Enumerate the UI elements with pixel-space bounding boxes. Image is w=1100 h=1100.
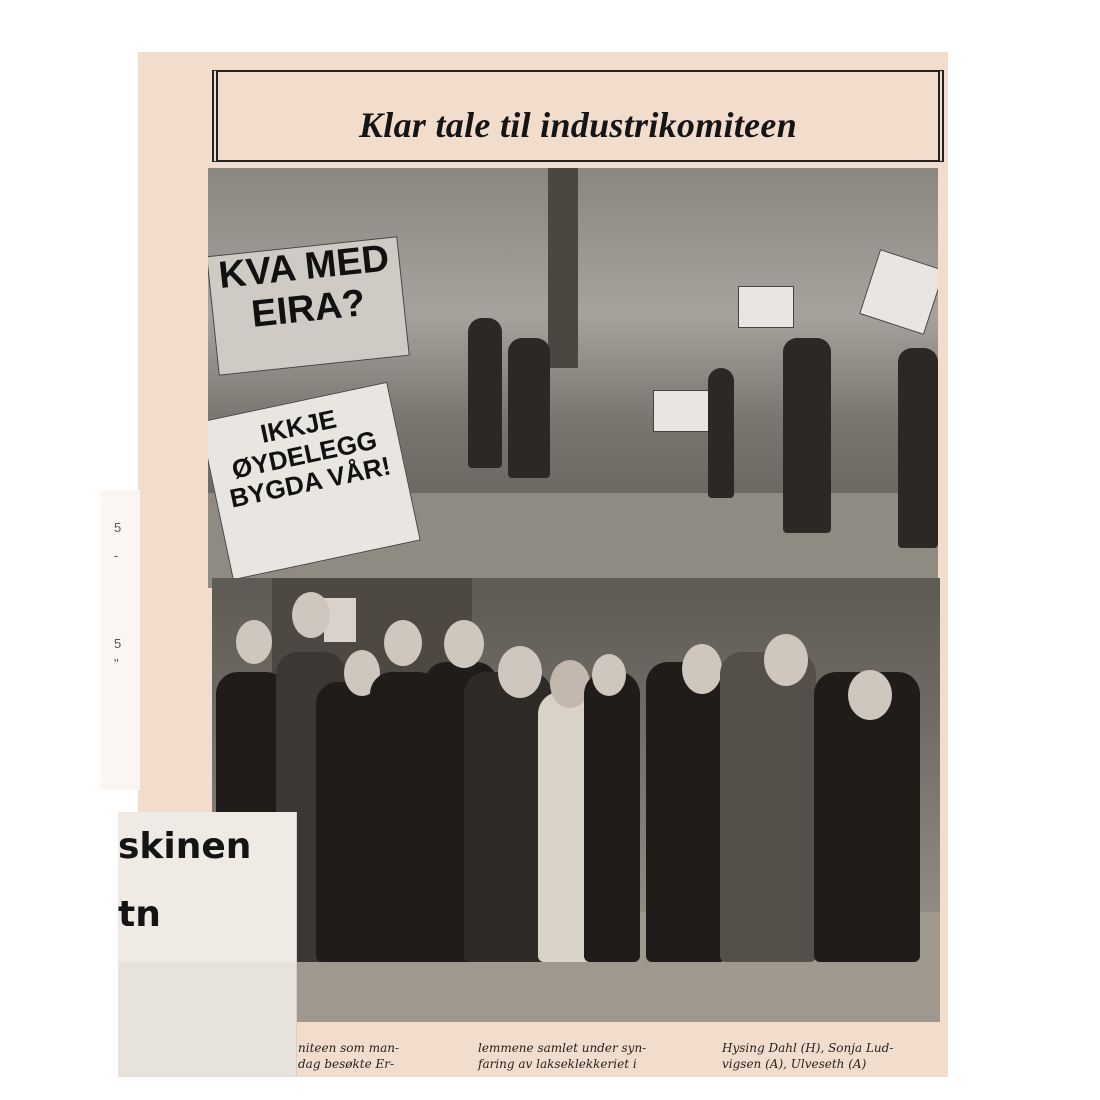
margin-char: 5: [114, 520, 122, 535]
protest-sign-small: [738, 286, 794, 328]
protest-sign-small: [859, 249, 938, 335]
margin-fragment: [100, 490, 140, 790]
person: [646, 662, 726, 962]
person: [708, 368, 734, 498]
person-head: [236, 620, 272, 664]
headline: Klar tale til industrikomiteen: [358, 105, 798, 145]
ferry-pillar: [548, 168, 578, 368]
person-head: [682, 644, 722, 694]
person-head: [592, 654, 626, 696]
committee-photo: [212, 578, 940, 1022]
person-head: [848, 670, 892, 720]
protest-sign-kva-med-eira: KVA MED EIRA?: [208, 236, 410, 375]
margin-char: 5: [114, 636, 122, 651]
caption-line: vigsen (A), Ulveseth (A): [722, 1057, 867, 1071]
caption-line: faring av lakseklekkeriet i: [478, 1057, 637, 1071]
person-head: [384, 620, 422, 666]
person: [783, 338, 831, 533]
person: [508, 338, 550, 478]
caption-line: niteen som man-: [298, 1041, 400, 1055]
caption-column-1: [298, 1040, 498, 1072]
person: [898, 348, 938, 548]
headline-frame: [212, 70, 944, 162]
person-head: [764, 634, 808, 686]
overlay-text-line: tn: [118, 894, 161, 935]
person: [584, 672, 640, 962]
caption-line: Hysing Dahl (H), Sonja Lud-: [722, 1041, 894, 1055]
caption-column-3: [722, 1040, 922, 1072]
person: [468, 318, 502, 468]
overlay-text-line: skinen: [118, 826, 252, 867]
person-head: [292, 592, 330, 638]
caption-column-2: [478, 1040, 678, 1072]
person-head: [498, 646, 542, 698]
protest-sign-ikkje-oydelegg: IKKJE ØYDELEGG BYGDA VÅR!: [208, 382, 421, 580]
person: [720, 652, 816, 962]
caption-line: dag besøkte Er-: [298, 1057, 395, 1071]
margin-char: -: [114, 548, 119, 563]
person-head: [444, 620, 484, 668]
caption-line: lemmene samlet under syn-: [478, 1041, 647, 1055]
protest-photo: [208, 168, 938, 588]
margin-char: ": [114, 656, 119, 671]
photo-caption: [298, 1040, 946, 1077]
overlapping-clipping-lower: [118, 962, 296, 1077]
